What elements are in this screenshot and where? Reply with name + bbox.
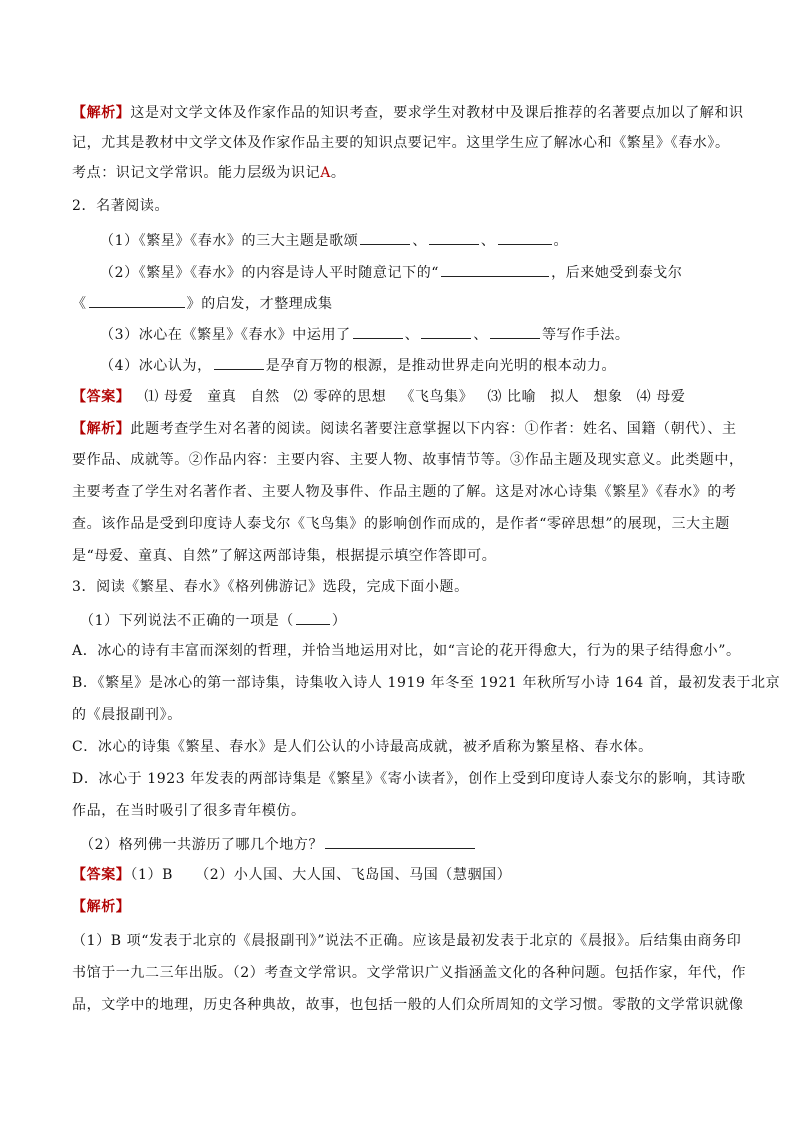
- analysis-line: 查。该作品是受到印度诗人泰戈尔《飞鸟集》的影响创作而成的，是作者“零碎思想”的展现，三大主题: [72, 516, 730, 532]
- answer-blank[interactable]: [360, 230, 410, 245]
- exam-point-line: 考点：识记文学常识。能力层级为识记A。: [72, 165, 346, 181]
- answer-blank[interactable]: [325, 834, 475, 849]
- analysis-line: 记，尤其是教材中文学文体及作家作品主要的知识点要记牢。这里学生应了解冰心和《繁星》《春水》。: [72, 135, 730, 151]
- answer-blank[interactable]: [214, 355, 264, 370]
- analysis-line: 【解析】这是对文学文体及作家作品的知识考查，要求学生对教材中及课后推荐的名著要点加以了解和识: [72, 105, 744, 121]
- question-3-title: 3．阅读《繁星、春水》《格列佛游记》选段，完成下面小题。: [72, 579, 469, 595]
- answer-blank[interactable]: [441, 262, 549, 277]
- analysis-line: 主要考查了学生对名著作者、主要人物及事件、作品主题的了解。这是对冰心诗集《繁星》《春水》的考: [72, 484, 737, 500]
- question-2-sub-3: （3）冰心在《繁星》《春水》中运用了 、 、 等写作手法。: [100, 324, 760, 344]
- answer-line: 【答案】 ⑴ 母爱 童真 自然 ⑵ 零碎的思想 《飞鸟集》 ⑶ 比喻 拟人 想象 ⑷ 母爱: [72, 389, 686, 405]
- question-3-sub-1: （1）下列说法不正确的一项是（ ）: [80, 610, 740, 630]
- analysis-line: 品，文学中的地理，历史各种典故，故事，也包括一般的人们众所周知的文学习惯。零散的文学常识就像: [72, 997, 744, 1013]
- option-b: B．《繁星》是冰心的第一部诗集，诗集收入诗人 1919 年冬至 1921 年秋所写小诗 164 首，最初发表于北京: [72, 675, 781, 691]
- question-2-sub-4: （4）冰心认为， 是孕育万物的根源，是推动世界走向光明的根本动力。: [100, 355, 760, 375]
- option-c: C．冰心的诗集《繁星、春水》是人们公认的小诗最高成就，被矛盾称为繁星格、春水体。: [72, 739, 653, 755]
- analysis-line: 是“母爱、童真、自然”了解这两部诗集，根据提示填空作答即可。: [72, 548, 497, 564]
- answer-blank[interactable]: [490, 324, 540, 339]
- option-d: D．冰心于 1923 年发表的两部诗集是《繁星》《寄小读者》，创作上受到印度诗人泰戈尔的影响，其诗歌: [72, 771, 746, 787]
- analysis-line: 要作品、成就等。②作品内容：主要内容、主要人物、故事情节等。③作品主题及现实意义。此类题中，: [72, 452, 744, 468]
- option-a: A．冰心的诗有丰富而深刻的哲理，并恰当地运用对比，如“言论的花开得愈大，行为的果子结得愈小”。: [72, 643, 741, 659]
- answer-blank[interactable]: [89, 293, 185, 308]
- answer-line: 【答案】（1）B （2）小人国、大人国、飞岛国、马国（慧骃国）: [72, 867, 512, 883]
- question-2-title: 2．名著阅读。: [72, 198, 170, 214]
- analysis-heading: 【解析】: [72, 899, 131, 915]
- analysis-line: 书馆于一九二三年出版。（2）考查文学常识。文学常识广义指涵盖文化的各种问题。包括作家，年代，作: [72, 965, 747, 981]
- analysis-tag: 【解析】: [72, 105, 131, 121]
- answer-blank[interactable]: [498, 230, 552, 245]
- question-3-sub-2: （2）格列佛一共游历了哪几个地方？: [80, 834, 740, 854]
- question-2-sub-1: （1）《繁星》《春水》的三大主题是歌颂 、 、 。: [100, 230, 760, 250]
- option-d-cont: 作品，在当时吸引了很多青年模仿。: [72, 803, 306, 819]
- question-2-sub-2: （2）《繁星》《春水》的内容是诗人平时随意记下的“ ，后来她受到泰戈尔: [100, 262, 760, 282]
- option-b-cont: 的《晨报副刊》。: [72, 707, 182, 723]
- answer-blank[interactable]: [429, 230, 479, 245]
- analysis-line: （1）B 项“发表于北京的《晨报副刊》”说法不正确。应该是最初发表于北京的《晨报》。后结集由商务印: [72, 933, 742, 949]
- question-2-sub-2-cont: 《 》的启发，才整理成集: [72, 293, 732, 313]
- answer-blank[interactable]: [296, 610, 330, 625]
- answer-blank[interactable]: [353, 324, 403, 339]
- answer-blank[interactable]: [421, 324, 471, 339]
- analysis-line: 【解析】此题考查学生对名著的阅读。阅读名著要注意掌握以下内容：①作者：姓名、国籍（朝代）、主: [72, 421, 737, 437]
